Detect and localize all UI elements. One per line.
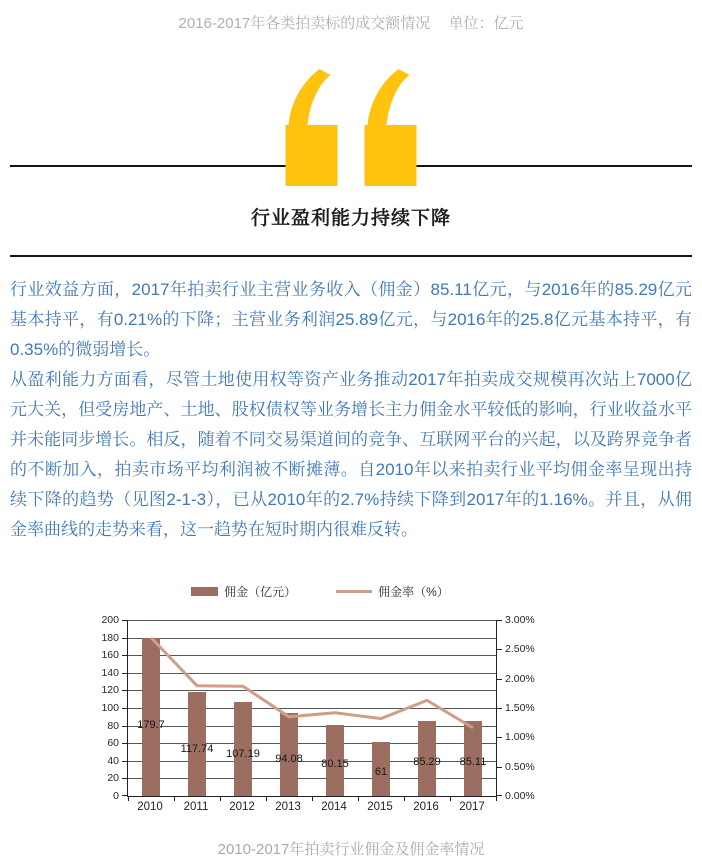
chart-legend	[93, 583, 547, 600]
right-axis-tick-label: 2.50%	[505, 643, 535, 655]
commission-chart	[93, 614, 547, 802]
x-axis-label: 2014	[321, 801, 347, 813]
right-axis-tick-label: 0.50%	[505, 761, 535, 773]
legend-bar-swatch	[191, 587, 218, 596]
left-axis-tick-label: 200	[101, 614, 119, 626]
right-axis-tick-label: 3.00%	[505, 614, 535, 626]
legend-item-commission	[191, 583, 296, 600]
left-axis-tick-label: 80	[107, 720, 119, 732]
bar-value-label: 61	[374, 766, 388, 778]
x-axis-labels	[93, 796, 547, 814]
right-axis-tick-label: 1.00%	[505, 731, 535, 743]
legend-label-commission: 佣金（亿元）	[224, 585, 297, 599]
table-caption	[0, 0, 702, 33]
bar-value-label: 85.11	[459, 756, 487, 768]
chart-caption: 2010-2017年拍卖行业佣金及佣金率情况	[217, 841, 485, 858]
left-axis-tick-label: 160	[101, 649, 119, 661]
plot-area	[127, 620, 497, 797]
left-axis-tick-label: 60	[107, 737, 119, 749]
left-axis-tick-label: 100	[101, 702, 119, 714]
left-axis-tick-label: 140	[101, 667, 119, 679]
x-axis-label: 2010	[137, 801, 163, 813]
quote-icon	[286, 69, 417, 186]
paragraph-profit-summary: 行业效益方面，2017年拍卖行业主营业务收入（佣金）85.11亿元，与2016年的85.29亿元基本持平，有0.21%的下降；主营业务利润25.89亿元，与2016年的25.8亿元基本持平，有0.35%的微弱增长。	[10, 280, 692, 359]
right-axis-tick-label: 1.50%	[505, 702, 535, 714]
quote-mark	[286, 69, 338, 186]
bar-value-label: 94.08	[275, 753, 303, 765]
x-axis-label: 2011	[183, 801, 209, 813]
x-axis-label: 2016	[413, 801, 439, 813]
left-axis-tick-label: 0	[113, 790, 119, 802]
left-axis-tick-label: 120	[101, 684, 119, 696]
right-axis-tick-label: 2.00%	[505, 673, 535, 685]
bar-value-label: 117.74	[180, 743, 214, 755]
legend-label-rate: 佣金率（%）	[378, 585, 449, 599]
left-axis-tick-label: 40	[107, 755, 119, 767]
x-axis-label: 2013	[275, 801, 301, 813]
y-axis-right	[502, 614, 547, 802]
legend-line-swatch	[336, 590, 372, 593]
divider-bottom	[10, 255, 692, 257]
left-axis-tick-label: 20	[107, 772, 119, 784]
right-axis-tick-label: 0.00%	[505, 790, 535, 802]
table-caption-text: 2016-2017年各类拍卖标的成交额情况	[178, 15, 431, 32]
x-axis-label: 2017	[459, 801, 485, 813]
rate-line	[128, 620, 496, 796]
x-axis-label: 2012	[229, 801, 255, 813]
left-axis-tick-label: 180	[101, 632, 119, 644]
paragraph-commission-trend: 从盈利能力方面看，尽管土地使用权等资产业务推动2017年拍卖成交规模再次站上7000亿元大关，但受房地产、土地、股权债权等业务增长主力佣金水平较低的影响，行业收益水平并未能同步增长。相反，随着不同交易渠道间的竞争、互联网平台的兴起，以及跨界竞争者的不断加入，拍卖市场平均利润被不断摊薄。自2010年以来拍卖行业平均佣金率呈现出持续下降的趋势（见图2-1-3），已从2010年的2.7%持续下降到2017年的1.16%。并且，从佣金率曲线的走势来看，这一趋势在短时期内很难反转。	[10, 370, 692, 539]
bar-value-label: 179.7	[137, 719, 165, 731]
x-axis-label: 2015	[367, 801, 393, 813]
bar-value-label: 107.19	[226, 748, 260, 760]
legend-item-rate	[336, 583, 449, 600]
table-caption-unit: 单位：亿元	[448, 15, 524, 32]
quote-section	[0, 69, 702, 187]
article-body	[10, 275, 692, 545]
quote-mark	[365, 69, 417, 186]
bar-value-label: 85.29	[413, 756, 441, 768]
bar-value-label: 80.15	[321, 758, 349, 770]
section-title: 行业盈利能力持续下降	[250, 208, 451, 229]
